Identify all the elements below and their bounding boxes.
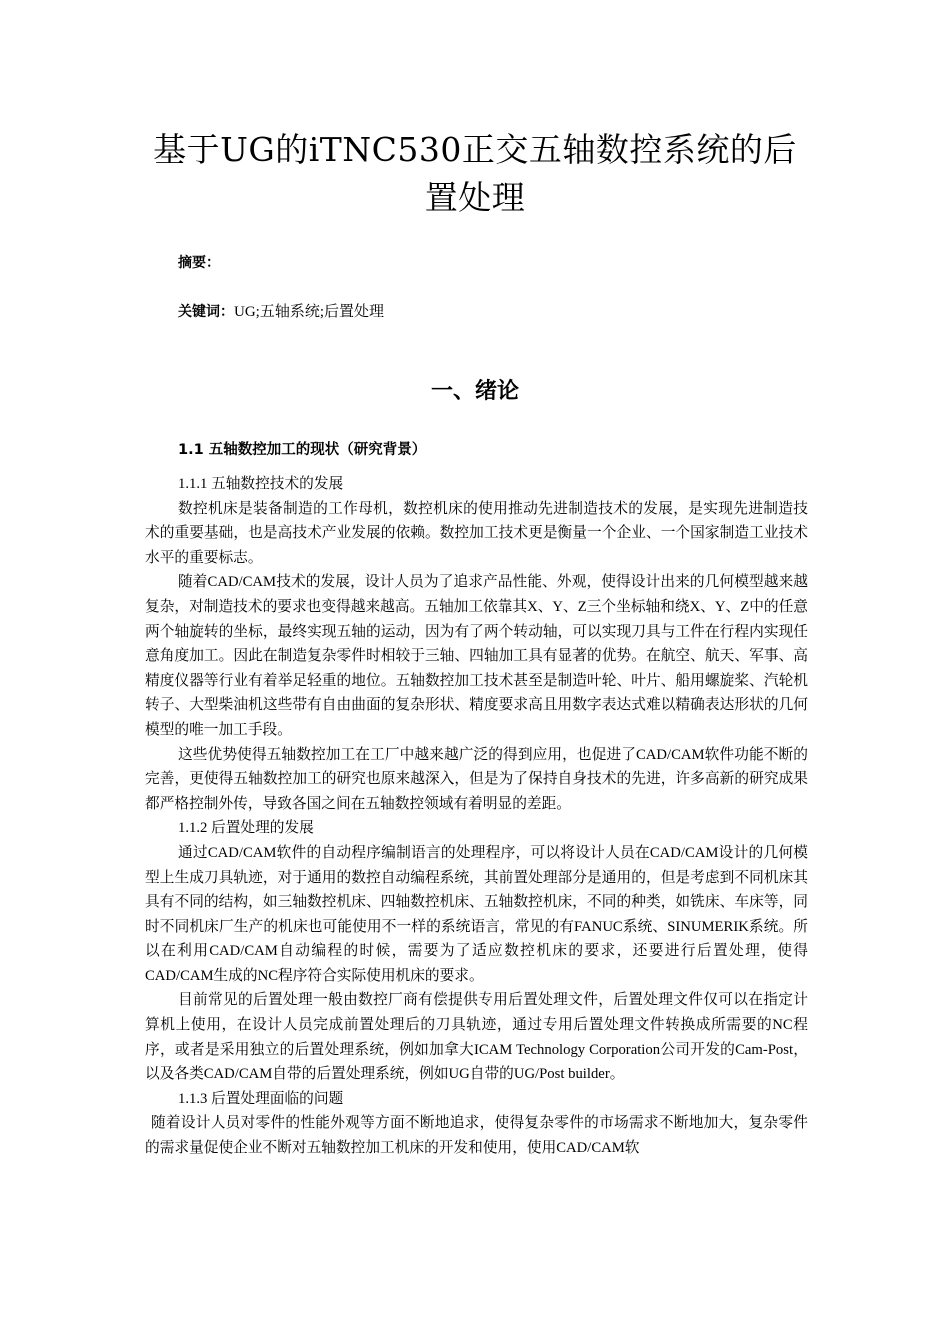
document-title: 基于UG的iTNC530正交五轴数控系统的后置处理 [153, 130, 797, 217]
abstract-line [178, 252, 220, 272]
keywords-text: UG;五轴系统;后置处理 [234, 304, 385, 320]
section-heading-1-1: 1.1 五轴数控加工的现状（研究背景） [178, 442, 427, 458]
subsection-heading-1-1-1: 1.1.1 五轴数控技术的发展 [178, 476, 344, 492]
paragraph: 目前常见的后置处理一般由数控厂商有偿提供专用后置处理文件，后置处理文件仅可以在指定计算机上使用，在设计人员完成前置处理后的刀具轨迹，通过专用后置处理文件转换成所需要的NC程序，或者是采用独立的后置处理系统，例如加拿大ICAM Technology Corporation公司开发的Cam-Post，以及各类CAD/CAM自带的后置处理系统，例如UG自带的UG/Post builder。 [145, 992, 808, 1083]
keywords-line [178, 300, 384, 321]
subsection-heading-1-1-3: 1.1.3 后置处理面临的问题 [178, 1090, 344, 1107]
paragraph: 这些优势使得五轴数控加工在工厂中越来越广泛的得到应用，也促进了CAD/CAM软件功能不断的完善，更使得五轴数控加工的研究也原来越深入，但是为了保持自身技术的先进，许多高新的研究成果都严格控制外传，导致各国之间在五轴数控领域有着明显的差距。 [145, 746, 808, 812]
paragraph: 通过CAD/CAM软件的自动程序编制语言的处理程序，可以将设计人员在CAD/CAM设计的几何模型上生成刀具轨迹，对于通用的数控自动编程系统，其前置处理部分是通用的，但是考虑到不同机床其具有不同的结构，如三轴数控机床、四轴数控机床、五轴数控机床，不同的种类，如铣床、车床等，同时不同机床厂生产的机床也可能使用不一样的系统语言，常见的有FANUC系统、SINUMERIK系统。所以在利用CAD/CAM自动编程的时候，需要为了适应数控机床的要求，还要进行后置处理，使得CAD/CAM生成的NC程序符合实际使用机床的要求。 [145, 844, 808, 984]
keywords-label: 关键词： [178, 304, 234, 320]
subsection-heading-1-1-2: 1.1.2 后置处理的发展 [178, 820, 314, 837]
section-heading-introduction: 一、绪论 [430, 379, 519, 404]
paragraph: 数控机床是装备制造的工作母机，数控机床的使用推动先进制造技术的发展，是实现先进制造技术的重要基础，也是高技术产业发展的依赖。数控加工技术更是衡量一个企业、一个国家制造工业技术水平的重要标志。 [145, 500, 808, 566]
paragraph: 随着CAD/CAM技术的发展，设计人员为了追求产品性能、外观，使得设计出来的几何模型越来越复杂，对制造技术的要求也变得越来越高。五轴加工依靠其X、Y、Z三个坐标轴和绕X、Y、Z中的任意两个轴旋转的坐标，最终实现五轴的运动，因为有了两个转动轴，可以实现刀具与工件在行程内实现任意角度加工。因此在制造复杂零件时相较于三轴、四轴加工具有显著的优势。在航空、航天、军事、高精度仪器等行业有着举足轻重的地位。五轴数控加工技术甚至是制造叶轮、叶片、船用螺旋桨、汽轮机转子、大型柴油机这些带有自由曲面的复杂形状、精度要求高且用数字表达式难以精确表达形状的几何模型的唯一加工手段。 [145, 574, 808, 738]
abstract-label: 摘要： [178, 255, 220, 271]
body-text [145, 472, 808, 1161]
paragraph: 随着设计人员对零件的性能外观等方面不断地追求，使得复杂零件的市场需求不断地加大，复杂零件的需求量促使企业不断对五轴数控加工机床的开发和使用，使用CAD/CAM软 [145, 1115, 808, 1157]
